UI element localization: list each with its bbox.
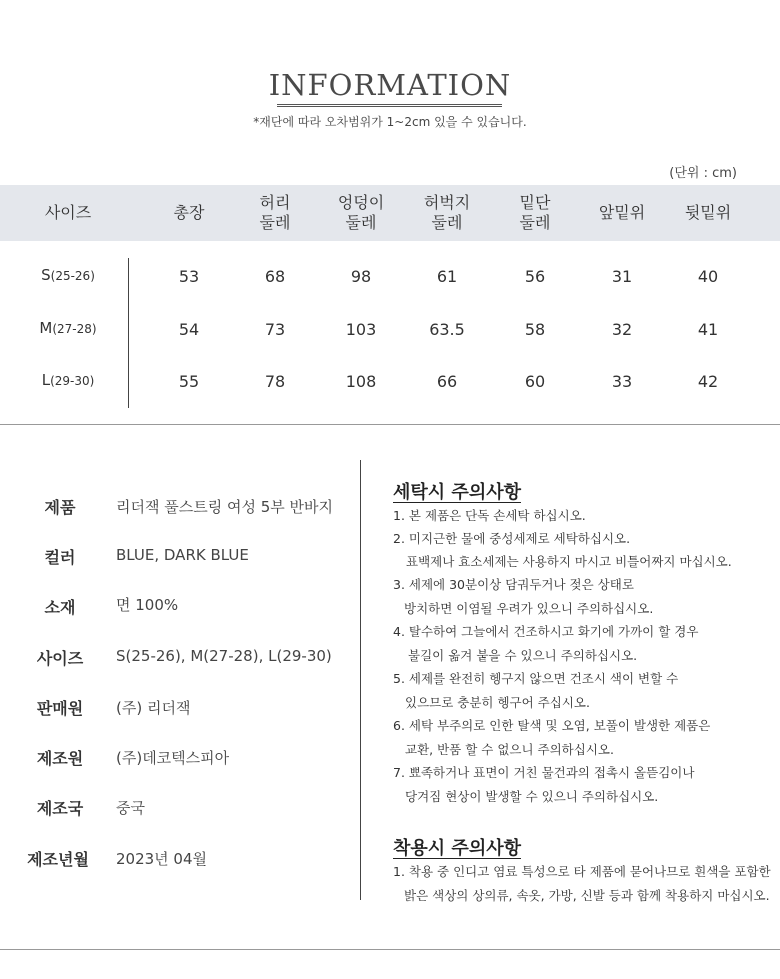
washing-note: 있으므로 충분히 헹구어 주십시오. [405, 695, 590, 710]
info-label: 소재 [44, 598, 76, 617]
section-divider [0, 424, 780, 425]
info-label: 사이즈 [36, 649, 84, 668]
washing-note: 3. 세제에 30분이상 담궈두거나 젖은 상태로 [393, 577, 634, 592]
info-label: 제조원 [36, 749, 84, 768]
table-cell: 103 [345, 320, 377, 339]
size-letter: S [41, 266, 51, 284]
bottom-divider [0, 949, 780, 950]
table-cell: 108 [345, 372, 377, 391]
table-cell: 63.5 [429, 320, 465, 339]
tolerance-note: *재단에 따라 오차범위가 1~2cm 있을 수 있습니다. [253, 115, 527, 129]
table-cell: 42 [697, 372, 719, 391]
page-title: INFORMATION [268, 68, 512, 102]
washing-caution-title: 세탁시 주의사항 [393, 482, 521, 503]
info-label: 판매원 [36, 699, 84, 718]
washing-note: 6. 세탁 부주의로 인한 탈색 및 오염, 보풀이 발생한 제품은 [393, 718, 711, 733]
size-label [20, 266, 116, 284]
size-letter: M [39, 319, 53, 337]
column-header: 사이즈 [44, 203, 92, 222]
table-cell: 98 [350, 267, 372, 286]
size-column-divider [128, 258, 129, 408]
wearing-note: 밝은 색상의 상의류, 속옷, 가방, 신발 등과 함께 착용하지 마십시오. [404, 888, 770, 903]
size-range: (27-28) [52, 322, 97, 336]
info-column-divider [360, 460, 361, 900]
table-cell: 31 [611, 267, 633, 286]
table-cell: 40 [697, 267, 719, 286]
table-cell: 58 [524, 320, 546, 339]
washing-note: 표백제나 효소세제는 사용하지 마시고 비틀어짜지 마십시오. [406, 554, 732, 569]
table-cell: 60 [524, 372, 546, 391]
info-label: 제품 [44, 498, 76, 517]
size-range: (25-26) [50, 269, 95, 283]
column-header: 밑단 둘레 [519, 193, 551, 232]
table-cell: 66 [436, 372, 458, 391]
table-cell: 54 [178, 320, 200, 339]
column-header: 앞밑위 [598, 203, 646, 222]
size-letter: L [41, 371, 51, 389]
info-value: 면 100% [116, 596, 179, 614]
washing-note: 2. 미지근한 물에 중성세제로 세탁하십시오. [393, 531, 631, 546]
table-cell: 55 [178, 372, 200, 391]
title-underline [277, 104, 502, 107]
column-header: 허벅지 둘레 [423, 193, 471, 232]
column-header: 엉덩이 둘레 [337, 193, 385, 232]
column-header: 총장 [173, 203, 205, 222]
washing-note: 교환, 반품 할 수 없으니 주의하십시오. [405, 742, 614, 757]
table-cell: 41 [697, 320, 719, 339]
table-cell: 68 [264, 267, 286, 286]
info-value: S(25-26), M(27-28), L(29-30) [116, 647, 332, 665]
size-table-header [0, 185, 780, 241]
table-cell: 78 [264, 372, 286, 391]
info-value: (주)데코텍스피아 [116, 749, 230, 767]
table-cell: 56 [524, 267, 546, 286]
table-cell: 33 [611, 372, 633, 391]
wearing-note: 1. 착용 중 인디고 염료 특성으로 타 제품에 묻어나므로 흰색을 포함한 [393, 864, 771, 879]
info-value: (주) 리더잭 [116, 699, 191, 717]
info-value: 2023년 04월 [116, 850, 208, 868]
washing-note: 5. 세제를 완전히 헹구지 않으면 건조시 색이 변할 수 [393, 671, 679, 686]
column-header: 허리 둘레 [259, 193, 291, 232]
info-label: 제조년월 [27, 850, 89, 869]
table-cell: 73 [264, 320, 286, 339]
info-value: 리더잭 풀스트링 여성 5부 반바지 [116, 498, 333, 516]
washing-note: 당겨짐 현상이 발생할 수 있으니 주의하십시오. [405, 789, 659, 804]
size-label [20, 371, 116, 389]
washing-note: 4. 탈수하여 그늘에서 건조하시고 화기에 가까이 할 경우 [393, 624, 699, 639]
info-label: 컬러 [44, 548, 76, 567]
table-cell: 53 [178, 267, 200, 286]
size-label [20, 319, 116, 337]
info-value: BLUE, DARK BLUE [116, 546, 249, 564]
info-value: 중국 [116, 799, 145, 817]
table-cell: 32 [611, 320, 633, 339]
column-header: 뒷밑위 [684, 203, 732, 222]
washing-note: 7. 뾰족하거나 표면이 거친 물건과의 접촉시 올뜯김이나 [393, 765, 695, 780]
unit-label: (단위 : cm) [669, 166, 737, 181]
washing-note: 방치하면 이염될 우려가 있으니 주의하십시오. [404, 601, 654, 616]
info-label: 제조국 [36, 799, 84, 818]
washing-note: 1. 본 제품은 단독 손세탁 하십시오. [393, 508, 586, 523]
wearing-caution-title: 착용시 주의사항 [393, 838, 521, 859]
table-cell: 61 [436, 267, 458, 286]
size-range: (29-30) [50, 374, 95, 388]
washing-note: 불길이 옮겨 붙을 수 있으니 주의하십시오. [408, 648, 638, 663]
